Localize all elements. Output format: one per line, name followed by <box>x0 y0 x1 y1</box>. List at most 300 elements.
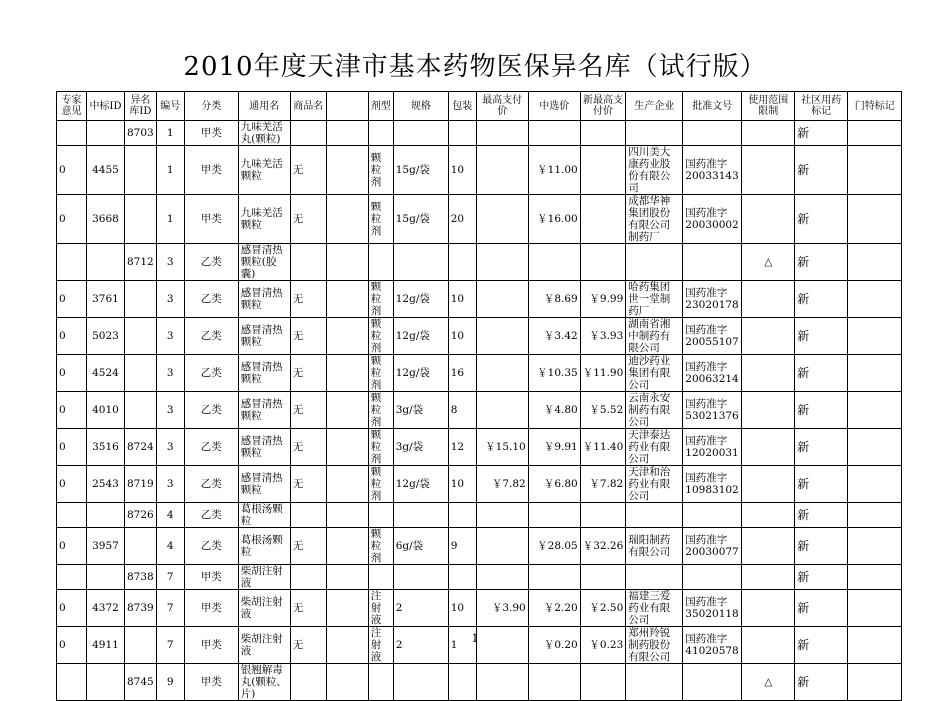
table-cell: 四川美大康药业股份有限公司 <box>626 146 683 195</box>
table-cell: 9 <box>448 528 476 565</box>
table-cell: 柴胡注射液 <box>238 590 290 627</box>
table-cell: ￥6.80 <box>528 466 580 503</box>
table-cell <box>683 244 742 281</box>
table-cell: ￥10.35 <box>528 355 580 392</box>
table-cell: 柴胡注射液 <box>238 565 290 590</box>
table-cell: 3g/袋 <box>393 429 448 466</box>
table-cell: 柴胡注射液 <box>238 627 290 664</box>
table-cell: 4 <box>156 528 184 565</box>
table-cell <box>683 664 742 701</box>
table-cell: 3 <box>156 281 184 318</box>
table-cell <box>848 318 902 355</box>
table-cell <box>476 121 528 146</box>
table-cell: 7 <box>156 590 184 627</box>
table-cell <box>368 565 393 590</box>
table-cell: 6g/袋 <box>393 528 448 565</box>
table-cell: 0 <box>57 355 87 392</box>
table-cell: 新 <box>795 146 848 195</box>
table-cell <box>848 146 902 195</box>
table-cell: 银翘解毒丸(颗粒、片) <box>238 664 290 701</box>
table-cell <box>476 244 528 281</box>
table-cell <box>326 565 368 590</box>
table-cell <box>580 146 626 195</box>
header-cell: 中选价 <box>528 92 580 121</box>
table-cell: 新 <box>795 627 848 664</box>
table-cell <box>393 664 448 701</box>
table-cell: 乙类 <box>184 503 238 528</box>
table-cell: 1 <box>156 121 184 146</box>
table-cell: 甲类 <box>184 121 238 146</box>
table-cell: 15g/袋 <box>393 195 448 244</box>
table-cell: 葛根汤颗粒 <box>238 528 290 565</box>
table-cell <box>528 565 580 590</box>
table-cell <box>125 355 157 392</box>
table-cell: ￥15.10 <box>476 429 528 466</box>
header-cell: 中标ID <box>87 92 125 121</box>
table-cell: 3g/袋 <box>393 392 448 429</box>
table-cell <box>848 429 902 466</box>
table-row <box>57 281 902 318</box>
header-cell: 批准文号 <box>683 92 742 121</box>
table-cell <box>848 281 902 318</box>
table-cell: 颗粒剂 <box>368 195 393 244</box>
table-cell: 4010 <box>87 392 125 429</box>
table-cell: 国药准字35020118 <box>683 590 742 627</box>
table-cell <box>326 146 368 195</box>
table-cell <box>848 355 902 392</box>
table-cell <box>87 664 125 701</box>
table-cell: ￥3.42 <box>528 318 580 355</box>
header-cell: 社区用药标记 <box>795 92 848 121</box>
table-cell <box>393 244 448 281</box>
table-cell <box>848 503 902 528</box>
table-cell: 国药准字20030077 <box>683 528 742 565</box>
table-cell <box>448 664 476 701</box>
table-cell: 感冒清热颗粒 <box>238 392 290 429</box>
table-cell: 国药准字20030002 <box>683 195 742 244</box>
table-cell: 0 <box>57 627 87 664</box>
table-cell: 3 <box>156 392 184 429</box>
table-cell: 云南永安制药有限公司 <box>626 392 683 429</box>
table-cell: 4524 <box>87 355 125 392</box>
table-cell: 3761 <box>87 281 125 318</box>
table-cell: ￥11.40 <box>580 429 626 466</box>
table-cell: 天津和治药业有限公司 <box>626 466 683 503</box>
header-cell: 使用范围限制 <box>742 92 795 121</box>
table-cell <box>326 590 368 627</box>
table-cell <box>326 195 368 244</box>
table-cell: 乙类 <box>184 281 238 318</box>
table-cell <box>848 466 902 503</box>
header-row <box>57 92 902 121</box>
table-cell <box>580 244 626 281</box>
table-cell <box>626 121 683 146</box>
table-cell: 乙类 <box>184 392 238 429</box>
table-cell: 注射液 <box>368 590 393 627</box>
table-cell: 颗粒剂 <box>368 392 393 429</box>
table-cell: 无 <box>290 392 326 429</box>
table-cell: 国药准字41020578 <box>683 627 742 664</box>
table-cell <box>87 503 125 528</box>
table-cell: ￥28.05 <box>528 528 580 565</box>
table-cell: 天津泰达药业有限公司 <box>626 429 683 466</box>
table-cell: 10 <box>448 318 476 355</box>
table-cell: 无 <box>290 195 326 244</box>
table-cell: 感冒清热颗粒 <box>238 429 290 466</box>
table-cell: 瑞阳制药有限公司 <box>626 528 683 565</box>
table-cell <box>393 503 448 528</box>
table-cell: △ <box>742 244 795 281</box>
table-cell: 乙类 <box>184 355 238 392</box>
table-cell: ￥32.26 <box>580 528 626 565</box>
table-cell <box>742 318 795 355</box>
table-cell: 新 <box>795 590 848 627</box>
table-row <box>57 466 902 503</box>
table-cell: ￥9.91 <box>528 429 580 466</box>
table-cell <box>580 195 626 244</box>
table-cell <box>125 281 157 318</box>
table-cell: 3668 <box>87 195 125 244</box>
table-cell: 12g/袋 <box>393 318 448 355</box>
table-cell: 无 <box>290 429 326 466</box>
table-cell: 无 <box>290 590 326 627</box>
table-cell: 无 <box>290 528 326 565</box>
table-cell <box>290 244 326 281</box>
table-row <box>57 195 902 244</box>
table-cell: 颗粒剂 <box>368 355 393 392</box>
table-cell: 新 <box>795 664 848 701</box>
table-cell <box>528 121 580 146</box>
table-cell <box>742 355 795 392</box>
table-cell <box>393 121 448 146</box>
table-cell: ￥3.90 <box>476 590 528 627</box>
table-cell: ￥7.82 <box>580 466 626 503</box>
table-cell <box>580 664 626 701</box>
table-cell <box>57 503 87 528</box>
table-cell <box>326 466 368 503</box>
table-cell: 无 <box>290 281 326 318</box>
table-cell: 10 <box>448 466 476 503</box>
table-cell: 新 <box>795 528 848 565</box>
table-cell: 8703 <box>125 121 157 146</box>
table-cell <box>326 121 368 146</box>
table-cell: 国药准字20033143 <box>683 146 742 195</box>
table-row <box>57 528 902 565</box>
table-cell: 颗粒剂 <box>368 528 393 565</box>
table-cell <box>368 244 393 281</box>
table-cell <box>848 528 902 565</box>
table-cell: 哈药集团世一堂制药厂 <box>626 281 683 318</box>
table-cell: ￥3.93 <box>580 318 626 355</box>
header-cell: 规格 <box>393 92 448 121</box>
table-cell <box>742 121 795 146</box>
table-cell: 国药准字20055107 <box>683 318 742 355</box>
drug-table <box>56 91 902 701</box>
page-title: 2010年度天津市基本药物医保异名库（试行版） <box>183 52 767 82</box>
table-cell <box>476 318 528 355</box>
table-cell: 7 <box>156 565 184 590</box>
table-cell <box>742 528 795 565</box>
table-cell <box>368 121 393 146</box>
header-cell <box>326 92 368 121</box>
table-cell <box>368 664 393 701</box>
table-cell <box>57 121 87 146</box>
table-cell: 新 <box>795 121 848 146</box>
table-cell: 甲类 <box>184 664 238 701</box>
table-cell: 8726 <box>125 503 157 528</box>
table-cell: ￥0.20 <box>528 627 580 664</box>
table-cell: 2543 <box>87 466 125 503</box>
table-cell: 4372 <box>87 590 125 627</box>
table-cell <box>326 281 368 318</box>
table-cell: 湖南省湘中制药有限公司 <box>626 318 683 355</box>
table-cell: 1 <box>448 627 476 664</box>
table-cell: 甲类 <box>184 146 238 195</box>
header-cell: 商品名 <box>290 92 326 121</box>
table-cell: 9 <box>156 664 184 701</box>
table-cell <box>848 121 902 146</box>
table-cell: 0 <box>57 528 87 565</box>
table-cell <box>528 244 580 281</box>
table-cell <box>528 664 580 701</box>
table-cell: 3957 <box>87 528 125 565</box>
table-cell: ￥0.23 <box>580 627 626 664</box>
table-cell: 国药准字53021376 <box>683 392 742 429</box>
table-row <box>57 146 902 195</box>
table-cell: 感冒清热颗粒 <box>238 355 290 392</box>
table-cell: 九味羌活丸(颗粒) <box>238 121 290 146</box>
table-cell: 新 <box>795 429 848 466</box>
table-cell: 新 <box>795 565 848 590</box>
table-cell: 无 <box>290 355 326 392</box>
table-cell <box>290 121 326 146</box>
table-cell: 3 <box>156 318 184 355</box>
table-cell: 8 <box>448 392 476 429</box>
table-cell: 1 <box>156 146 184 195</box>
table-cell: 2 <box>393 590 448 627</box>
table-cell <box>742 590 795 627</box>
table-cell: ￥16.00 <box>528 195 580 244</box>
table-cell <box>476 392 528 429</box>
table-cell: 3 <box>156 244 184 281</box>
table-cell: 甲类 <box>184 590 238 627</box>
table-cell <box>57 565 87 590</box>
table-cell: 成都华神集团股份有限公司制药厂 <box>626 195 683 244</box>
table-cell: 4 <box>156 503 184 528</box>
table-cell <box>683 503 742 528</box>
table-cell: 15g/袋 <box>393 146 448 195</box>
table-cell <box>448 565 476 590</box>
table-cell: 3 <box>156 355 184 392</box>
table-cell: 12g/袋 <box>393 466 448 503</box>
table-cell: ￥11.90 <box>580 355 626 392</box>
table-cell: 8712 <box>125 244 157 281</box>
table-cell <box>125 318 157 355</box>
table-cell: 5023 <box>87 318 125 355</box>
table-cell: ￥11.00 <box>528 146 580 195</box>
table-cell <box>290 664 326 701</box>
table-cell: 感冒清热颗粒 <box>238 281 290 318</box>
table-cell: 乙类 <box>184 429 238 466</box>
table-cell: 感冒清热颗粒 <box>238 466 290 503</box>
table-cell: 8738 <box>125 565 157 590</box>
table-row <box>57 565 902 590</box>
table-cell <box>848 590 902 627</box>
table-cell: 新 <box>795 392 848 429</box>
table-cell: 九味羌活颗粒 <box>238 195 290 244</box>
table-cell: 颗粒剂 <box>368 466 393 503</box>
table-cell: 10 <box>448 590 476 627</box>
table-cell: 4911 <box>87 627 125 664</box>
table-cell <box>326 503 368 528</box>
table-cell: 0 <box>57 195 87 244</box>
table-cell: 8719 <box>125 466 157 503</box>
table-cell: 甲类 <box>184 565 238 590</box>
table-cell <box>848 565 902 590</box>
table-cell <box>448 121 476 146</box>
table-cell <box>476 565 528 590</box>
table-cell <box>476 355 528 392</box>
table-cell <box>393 565 448 590</box>
table-cell <box>368 503 393 528</box>
table-cell: ￥7.82 <box>476 466 528 503</box>
table-cell <box>683 121 742 146</box>
table-cell: 颗粒剂 <box>368 146 393 195</box>
table-cell <box>742 565 795 590</box>
table-cell: 0 <box>57 466 87 503</box>
table-cell <box>742 429 795 466</box>
table-cell <box>580 503 626 528</box>
table-cell <box>580 121 626 146</box>
table-cell: 2 <box>393 627 448 664</box>
table-cell: 新 <box>795 466 848 503</box>
table-row <box>57 590 902 627</box>
table-cell <box>57 244 87 281</box>
table-cell: 新 <box>795 195 848 244</box>
header-cell: 通用名 <box>238 92 290 121</box>
table-cell: 0 <box>57 281 87 318</box>
table-cell: 乙类 <box>184 528 238 565</box>
table-cell: 新 <box>795 355 848 392</box>
table-cell: 感冒清热颗粒(胶囊) <box>238 244 290 281</box>
table-cell: 感冒清热颗粒 <box>238 318 290 355</box>
table-cell: 无 <box>290 627 326 664</box>
header-cell: 包装 <box>448 92 476 121</box>
header-cell: 生产企业 <box>626 92 683 121</box>
table-cell: ￥8.69 <box>528 281 580 318</box>
table-cell: 8745 <box>125 664 157 701</box>
table-cell: 4455 <box>87 146 125 195</box>
table-cell <box>742 503 795 528</box>
table-cell <box>125 392 157 429</box>
table-cell: 迪沙药业集团有限公司 <box>626 355 683 392</box>
table-cell <box>476 281 528 318</box>
table-cell: 10 <box>448 281 476 318</box>
table-cell <box>626 503 683 528</box>
table-cell: 3516 <box>87 429 125 466</box>
table-cell: 7 <box>156 627 184 664</box>
table-cell: 0 <box>57 318 87 355</box>
page-number: 1 <box>471 632 479 645</box>
table-row <box>57 503 902 528</box>
table-cell: 0 <box>57 429 87 466</box>
header-cell: 新最高支付价 <box>580 92 626 121</box>
table-cell: ￥9.99 <box>580 281 626 318</box>
table-row <box>57 429 902 466</box>
table-cell: 新 <box>795 281 848 318</box>
table-cell: 16 <box>448 355 476 392</box>
table-cell: 国药准字12020031 <box>683 429 742 466</box>
table-cell: 12g/袋 <box>393 281 448 318</box>
table-body <box>57 121 902 701</box>
table-cell <box>626 664 683 701</box>
table-cell <box>742 466 795 503</box>
table-row <box>57 664 902 701</box>
table-cell <box>290 503 326 528</box>
table-cell <box>742 195 795 244</box>
table-cell: 乙类 <box>184 318 238 355</box>
table-cell: 3 <box>156 429 184 466</box>
table-row <box>57 121 902 146</box>
table-cell <box>848 392 902 429</box>
table-cell: 郑州羚锐制药股份有限公司 <box>626 627 683 664</box>
table-cell <box>683 565 742 590</box>
table-cell: 福建三爱药业有限公司 <box>626 590 683 627</box>
table-cell <box>848 195 902 244</box>
table-cell <box>448 503 476 528</box>
table-cell: 九味羌活颗粒 <box>238 146 290 195</box>
header-cell: 门特标记 <box>848 92 902 121</box>
table-cell <box>125 195 157 244</box>
table-cell: 颗粒剂 <box>368 281 393 318</box>
table-cell: 无 <box>290 146 326 195</box>
table-cell: △ <box>742 664 795 701</box>
table-row <box>57 392 902 429</box>
table-cell: 葛根汤颗粒 <box>238 503 290 528</box>
table-cell: 甲类 <box>184 627 238 664</box>
table-cell: 0 <box>57 392 87 429</box>
table-cell: ￥2.20 <box>528 590 580 627</box>
table-cell <box>476 528 528 565</box>
table-cell: 0 <box>57 590 87 627</box>
table-cell <box>125 528 157 565</box>
table-cell: ￥4.80 <box>528 392 580 429</box>
table-cell: 甲类 <box>184 195 238 244</box>
table-cell <box>476 664 528 701</box>
table-cell <box>848 244 902 281</box>
table-cell <box>326 528 368 565</box>
table-cell <box>528 503 580 528</box>
table-cell <box>476 503 528 528</box>
table-cell: 国药准字20063214 <box>683 355 742 392</box>
table-cell <box>742 281 795 318</box>
table-cell: 1 <box>156 195 184 244</box>
table-cell <box>87 565 125 590</box>
table-cell <box>326 429 368 466</box>
table-cell <box>326 664 368 701</box>
table-cell: 新 <box>795 318 848 355</box>
table-cell <box>125 146 157 195</box>
table-cell: 国药准字23020178 <box>683 281 742 318</box>
table-cell <box>742 392 795 429</box>
table-cell: 乙类 <box>184 466 238 503</box>
table-cell <box>326 318 368 355</box>
table-cell: 10 <box>448 146 476 195</box>
table-cell <box>326 244 368 281</box>
table-cell: 新 <box>795 244 848 281</box>
table-cell <box>290 565 326 590</box>
table-row <box>57 244 902 281</box>
